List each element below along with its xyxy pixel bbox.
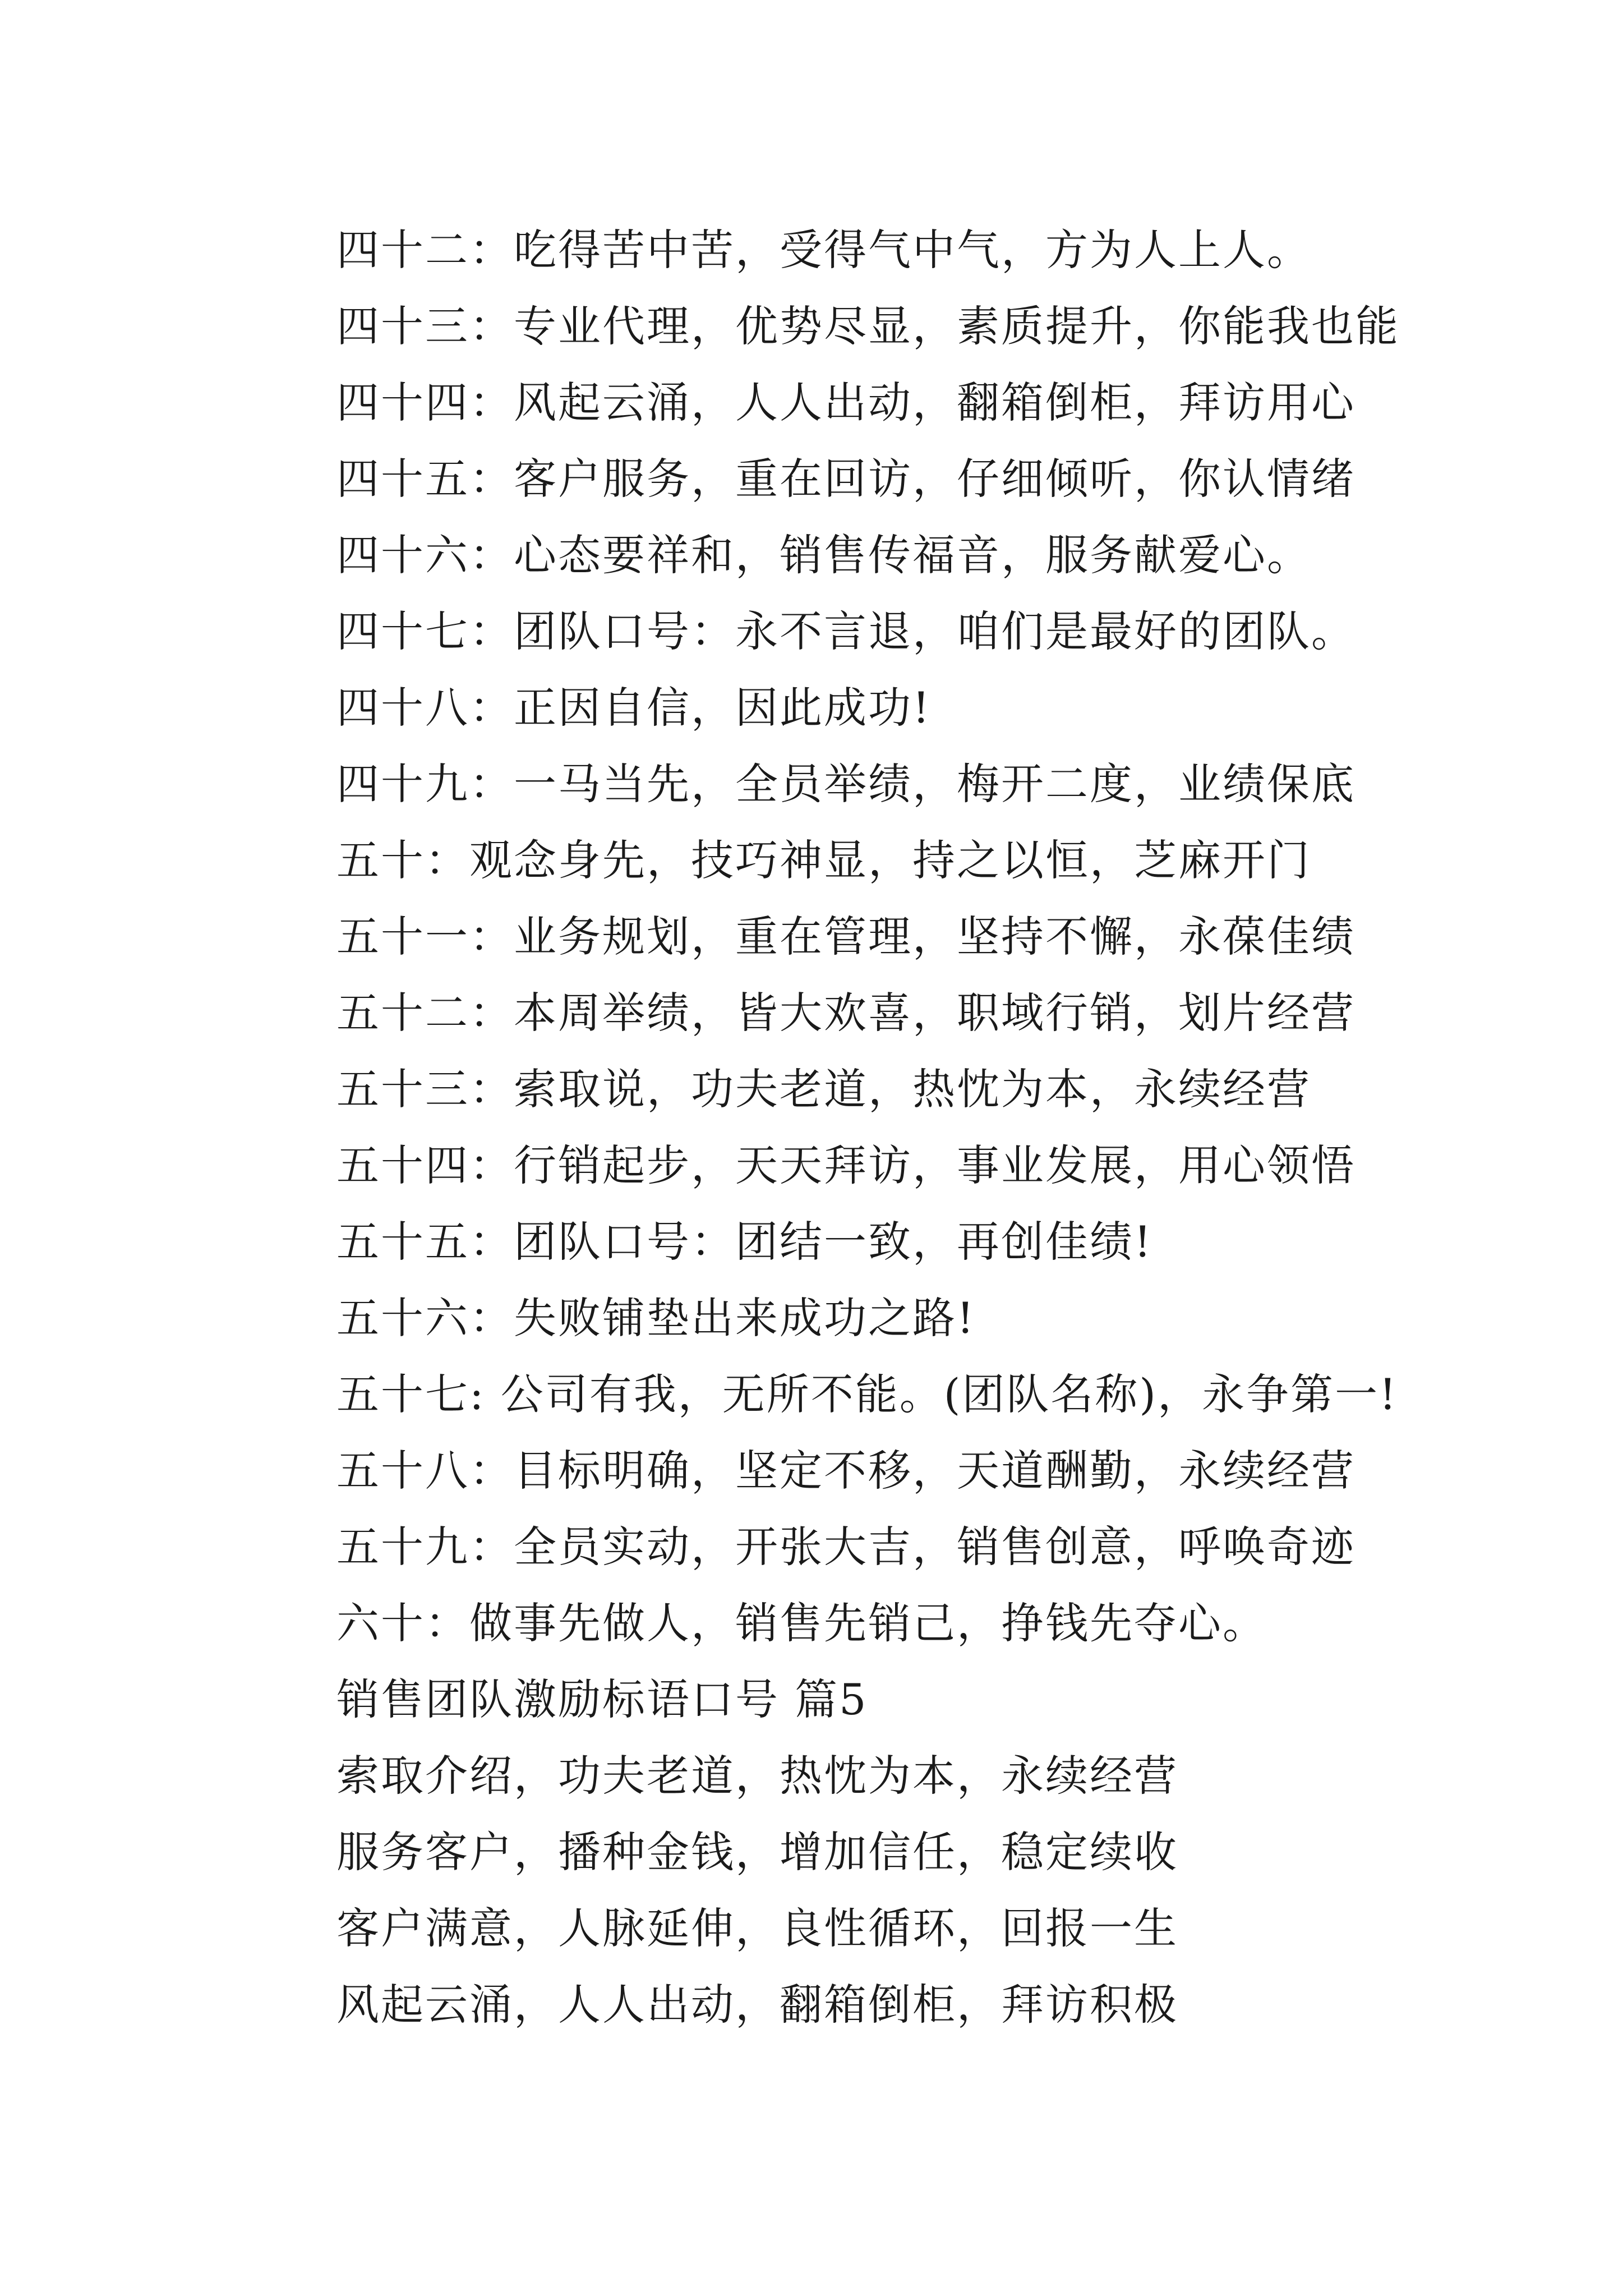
text-line: 四十二：吃得苦中苦，受得气中气，方为人上人。 xyxy=(336,225,1311,275)
text-line: 五十六：失败铺垫出来成功之路! xyxy=(336,1293,976,1343)
text-line: 四十四：风起云涌，人人出动，翻箱倒柜，拜访用心 xyxy=(336,378,1355,427)
document-body xyxy=(336,212,1570,2043)
text-line: 五十五：团队口号：团结一致，再创佳绩! xyxy=(336,1217,1153,1267)
text-line: 四十三：专业代理，优势尽显，素质提升，你能我也能 xyxy=(336,301,1400,351)
text-line: 四十五：客户服务，重在回访，仔细倾听，你认情绪 xyxy=(336,454,1355,504)
text-line: 五十一：业务规划，重在管理，坚持不懈，永葆佳绩 xyxy=(336,912,1355,961)
text-line: 五十二：本周举绩，皆大欢喜，职域行销，划片经营 xyxy=(336,988,1355,1038)
text-line: 客户满意，人脉延伸，良性循环，回报一生 xyxy=(336,1903,1178,1953)
text-line: 五十八：目标明确，坚定不移，天道酬勤，永续经营 xyxy=(336,1446,1355,1496)
text-line: 四十八：正因自信，因此成功! xyxy=(336,683,932,733)
text-line: 风起云涌，人人出动，翻箱倒柜，拜访积极 xyxy=(336,1980,1178,2030)
text-line: 索取介绍，功夫老道，热忱为本，永续经营 xyxy=(336,1751,1178,1801)
text-line: 五十七: 公司有我，无所不能。(团队名称)，永争第一! xyxy=(336,1369,1398,1419)
text-line: 四十六：心态要祥和，销售传福音，服务献爱心。 xyxy=(336,530,1311,580)
text-line: 五十四：行销起步，天天拜访，事业发展，用心领悟 xyxy=(336,1140,1355,1190)
text-line: 服务客户，播种金钱，增加信任，稳定续收 xyxy=(336,1827,1178,1877)
text-line: 五十九：全员实动，开张大吉，销售创意，呼唤奇迹 xyxy=(336,1522,1355,1572)
text-line: 四十七：团队口号：永不言退，咱们是最好的团队。 xyxy=(336,606,1355,656)
text-line: 四十九：一马当先，全员举绩，梅开二度，业绩保底 xyxy=(336,759,1355,809)
text-line: 五十三：索取说，功夫老道，热忱为本，永续经营 xyxy=(336,1064,1311,1114)
text-line: 五十：观念身先，技巧神显，持之以恒，芝麻开门 xyxy=(336,835,1311,885)
text-line: 六十：做事先做人，销售先销己，挣钱先夺心。 xyxy=(336,1598,1267,1648)
section-heading: 销售团队激励标语口号 篇5 xyxy=(336,1674,868,1724)
